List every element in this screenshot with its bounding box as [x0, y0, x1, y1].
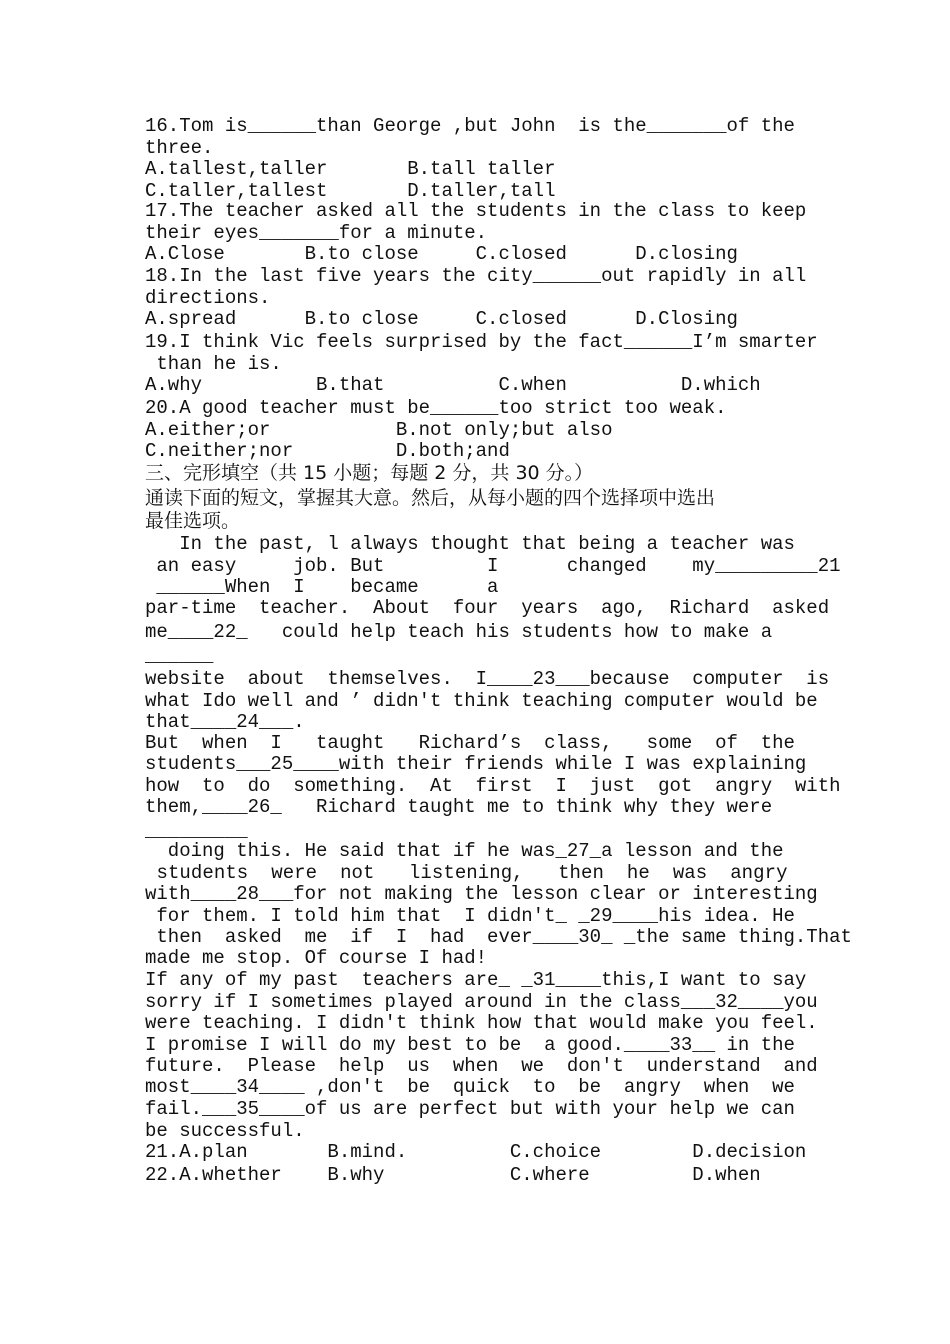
text-line: I promise I will do my best to be a good.____33__ in the	[145, 1034, 795, 1056]
text-line: In the past, l always thought that being a teacher was	[145, 533, 795, 555]
text-line: 22.A.whether B.why C.where D.when	[145, 1164, 761, 1186]
text-line: were teaching. I didn't think how that would make you feel.	[145, 1012, 818, 1034]
text-line: them,____26_ Richard taught me to think why they were	[145, 796, 773, 818]
text-line: par-time teacher. About four years ago, Richard asked	[145, 597, 830, 619]
text-line: A.Close B.to close C.closed D.closing	[145, 243, 738, 265]
text-line: an easy job. But I changed my_________21	[145, 555, 841, 577]
text-line: future. Please help us when we don't understand and	[145, 1055, 818, 1077]
text-line: 通读下面的短文，掌握其大意。然后，从每小题的四个选择项中选出	[145, 487, 716, 509]
text-line: 三、完形填空（共 15 小题；每题 2 分，共 30 分。）	[145, 462, 594, 484]
text-line: 18.In the last five years the city______out rapidly in all	[145, 265, 807, 287]
text-line: their eyes_______for a minute.	[145, 222, 488, 244]
text-line: If any of my past teachers are_ _31____this,I want to say	[145, 969, 807, 991]
text-line: what Ido well and ’ didn't think teaching computer would be	[145, 690, 818, 712]
text-line: _________	[145, 820, 248, 842]
text-line: doing this. He said that if he was_27_a lesson and the	[145, 840, 784, 862]
text-line: students___25____with their friends while I was explaining	[145, 753, 807, 775]
text-line: for them. I told him that I didn't_ _29____his idea. He	[145, 905, 795, 927]
text-line: be successful.	[145, 1120, 305, 1142]
text-line: 16.Tom is______than George ,but John is the_______of the	[145, 115, 795, 137]
text-line: made me stop. Of course I had!	[145, 947, 488, 969]
text-line: with____28___for not making the lesson clear or interesting	[145, 883, 818, 905]
text-line: sorry if I sometimes played around in the class___32____you	[145, 991, 818, 1013]
text-line: 21.A.plan B.mind. C.choice D.decision	[145, 1141, 807, 1163]
text-line: most____34____ ,don't be quick to be angry when we	[145, 1076, 795, 1098]
text-line: C.neither;nor D.both;and	[145, 440, 510, 462]
text-line: A.tallest,taller B.tall taller	[145, 158, 556, 180]
text-line: But when I taught Richard’s class, some of the	[145, 732, 795, 754]
text-line: 20.A good teacher must be______too strict too weak.	[145, 397, 727, 419]
text-line: ______When I became a	[145, 576, 499, 598]
text-line: that____24___.	[145, 711, 305, 733]
text-line: 17.The teacher asked all the students in the class to keep	[145, 200, 807, 222]
text-line: fail.___35____of us are perfect but with your help we can	[145, 1098, 795, 1120]
text-line: how to do something. At first I just got angry with	[145, 775, 841, 797]
text-line: students were not listening, then he was angry	[145, 862, 788, 884]
text-line: A.either;or B.not only;but also	[145, 419, 613, 441]
text-line: A.spread B.to close C.closed D.Closing	[145, 308, 738, 330]
text-line: 最佳选项。	[145, 510, 241, 532]
text-line: A.why B.that C.when D.which	[145, 374, 761, 396]
text-line: three.	[145, 137, 214, 159]
text-line: ______	[145, 645, 214, 667]
text-line: C.taller,tallest D.taller,tall	[145, 180, 556, 202]
text-line: directions.	[145, 287, 271, 309]
text-line: then asked me if I had ever____30_ _the same thing.That	[145, 926, 852, 948]
text-line: than he is.	[145, 353, 282, 375]
text-line: 19.I think Vic feels surprised by the fact______I’m smarter	[145, 331, 818, 353]
text-line: me____22_ could help teach his students how to make a	[145, 621, 773, 643]
text-line: website about themselves. I____23___because computer is	[145, 668, 830, 690]
